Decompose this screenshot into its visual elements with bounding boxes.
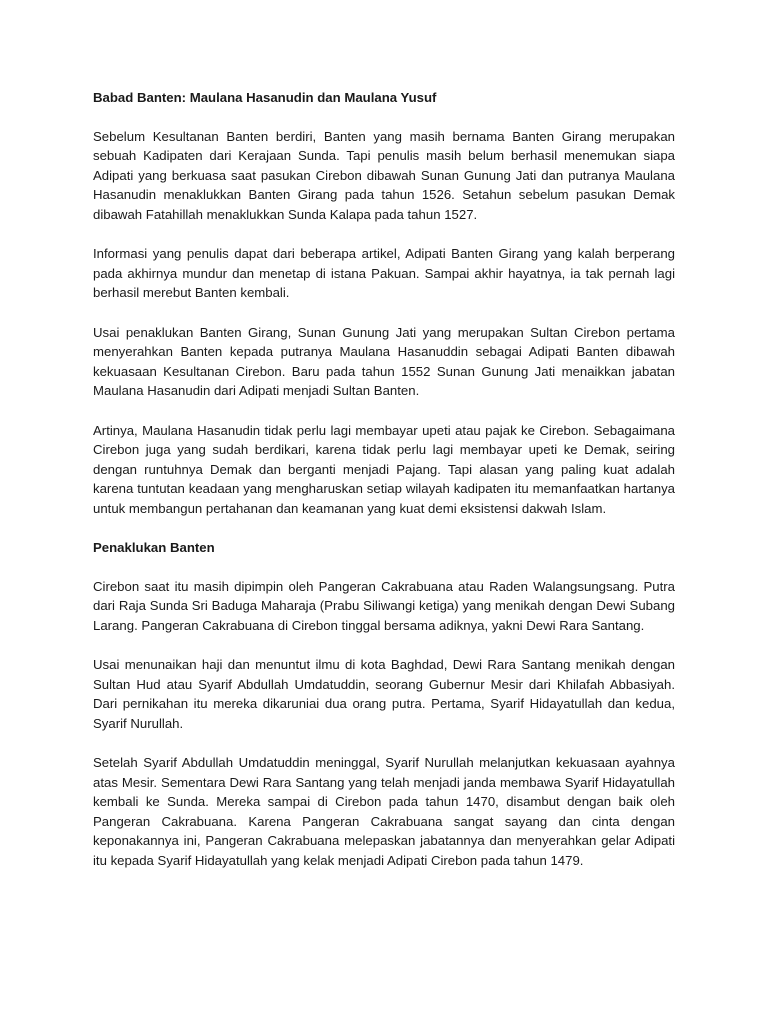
paragraph-cirebon: Cirebon saat itu masih dipimpin oleh Pangeran Cakrabuana atau Raden Walangsungsang. Putra dari Raja Sunda Sri Baduga Maharaja (Prabu Siliwangi ketiga) yang menikah dengan Dewi Subang Larang. Pangeran Cakrabuana di Cirebon tinggal bersama adiknya, yakni Dewi Rara Santang. xyxy=(93,578,675,633)
paragraph-kesultanan-banten: Sebelum Kesultanan Banten berdiri, Banten yang masih bernama Banten Girang merupakan sebuah Kadipaten dari Kerajaan Sunda. Tapi penulis masih belum berhasil menemukan siapa Adipati yang berkuasa saat pasukan Cirebon dibawah Sunan Gunung Jati dan putranya Maulana Hasanudin menaklukkan Banten Girang pada tahun 1526. Setahun sebelum pasukan Demak dibawah Fatahillah menaklukkan Sunda Kalapa pada tahun 1527. xyxy=(93,128,675,222)
paragraph-informasi: Informasi yang penulis dapat dari beberapa artikel, Adipati Banten Girang yang kalah berperang pada akhirnya mundur dan menetap di istana Pakuan. Sampai akhir hayatnya, ia tak pernah lagi berhasil merebut Banten kembali. xyxy=(93,246,675,300)
document-body xyxy=(93,88,675,890)
paragraph-usai-penaklukan: Usai penaklukan Banten Girang, Sunan Gunung Jati yang merupakan Sultan Cirebon pertama menyerahkan Banten kepada putranya Maulana Hasanuddin sebagai Adipati Banten dibawah kekuasaan Kesultanan Cirebon. Baru pada tahun 1552 Sunan Gunung Jati menaikkan jabatan Maulana Hasanudin dari Adipati menjadi Sultan Banten. xyxy=(93,324,675,398)
paragraph-artinya: Artinya, Maulana Hasanudin tidak perlu lagi membayar upeti atau pajak ke Cirebon. Sebagaimana Cirebon juga yang sudah berdikari, karena tidak perlu lagi membayar upeti ke Demak, seiring dengan runtuhnya Demak dan berganti menjadi Pajang. Tapi alasan yang paling kuat adalah karena tuntutan keadaan yang mengharuskan setiap wilayah kadipaten itu memanfaatkan hartanya untuk membangun pertahanan dan keamanan yang kuat demi eksistensi dakwah Islam. xyxy=(93,422,675,516)
section-heading-penaklukan-banten: Penaklukan Banten xyxy=(93,540,215,555)
paragraph-setelah-syarif: Setelah Syarif Abdullah Umdatuddin meninggal, Syarif Nurullah melanjutkan kekuasaan ayahnya atas Mesir. Sementara Dewi Rara Santang yang telah menjadi janda membawa Syarif Hidayatullah kembali ke Sunda. Mereka sampai di Cirebon pada tahun 1470, disambut dengan baik oleh Pangeran Cakrabuana. Karena Pangeran Cakrabuana sangat sayang dan cinta dengan keponakannya ini, Pangeran Cakrabuana melepaskan jabatannya dan menyerahkan gelar Adipati itu kepada Syarif Hidayatullah yang kelak menjadi Adipati Cirebon pada tahun 1479. xyxy=(93,755,675,868)
paragraph-usai-haji: Usai menunaikan haji dan menuntut ilmu di kota Baghdad, Dewi Rara Santang menikah dengan Sultan Hud atau Syarif Abdullah Umdatuddin, seorang Gubernur Mesir dari Khilafah Abbasiyah. Dari pernikahan itu mereka dikaruniai dua orang putra. Pertama, Syarif Hidayatullah dan kedua, Syarif Nurullah. xyxy=(93,657,675,731)
document-title: Babad Banten: Maulana Hasanudin dan Maulana Yusuf xyxy=(93,90,437,105)
